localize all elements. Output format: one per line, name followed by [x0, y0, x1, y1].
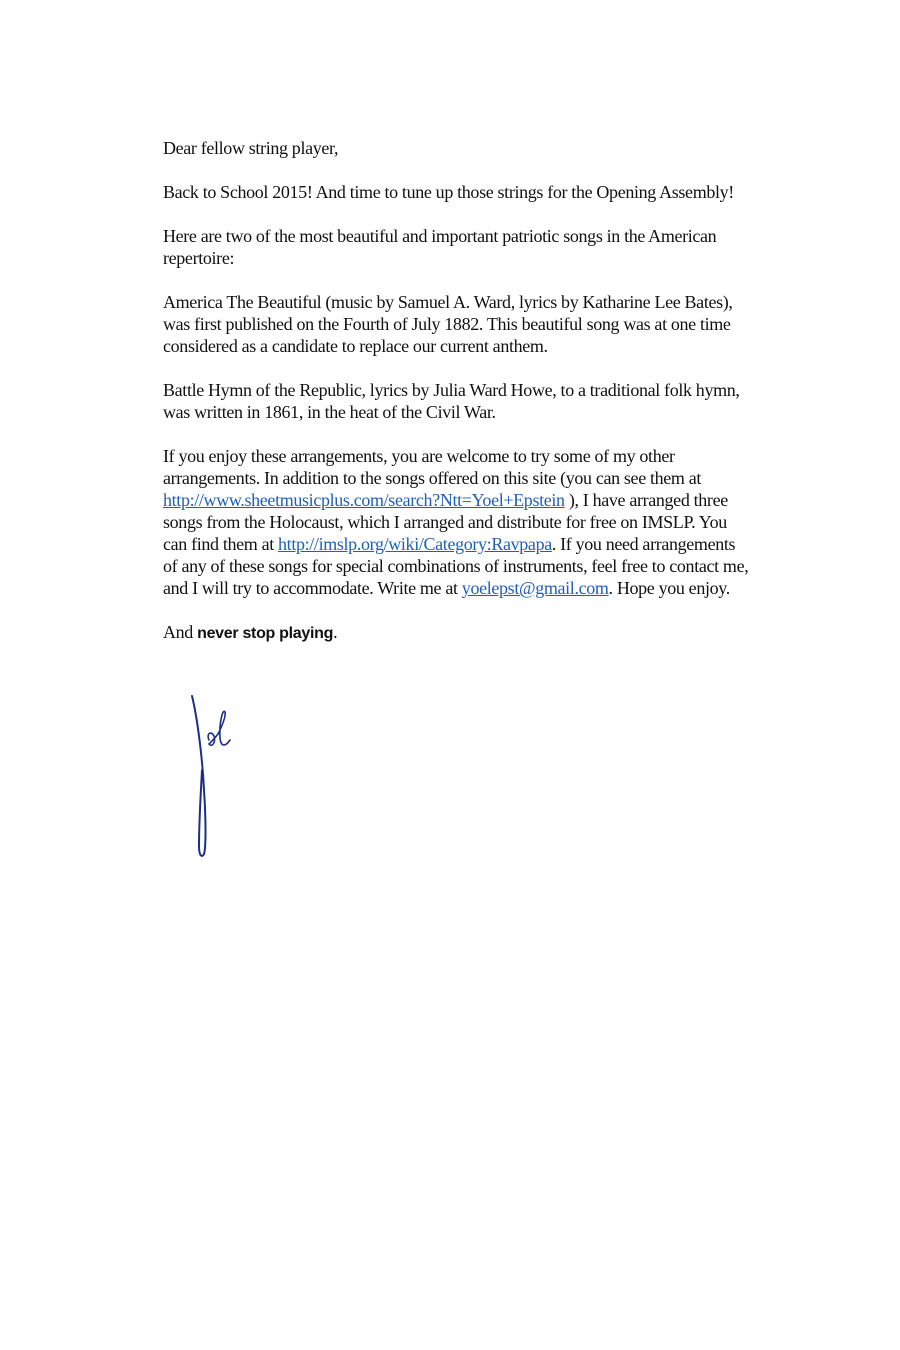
paragraph-back-to-school: Back to School 2015! And time to tune up those strings for the Opening Assembly!	[163, 182, 734, 202]
imslp-link[interactable]: http://imslp.org/wiki/Category:Ravpapa	[278, 534, 552, 554]
paragraph-america-the-beautiful: America The Beautiful (music by Samuel A. Ward, lyrics by Katharine Lee Bates), was first published on the Fourth of July 1882. This beautiful song was at one time considered as a candidate to replace our current anthem.	[163, 292, 733, 356]
closing-bold-phrase: never stop playing	[197, 625, 334, 642]
handwritten-signature	[180, 690, 250, 860]
paragraph-text-part3: . If you need arrangements of any of these songs for special combinations of instruments, feel free to contact me, and I will try to accommodate. Write me at	[163, 534, 749, 598]
sheetmusicplus-link[interactable]: http://www.sheetmusicplus.com/search?Ntt=Yoel+Epstein	[163, 490, 565, 510]
paragraph-text-part4: . Hope you enjoy.	[608, 578, 730, 598]
paragraph-text-part1: If you enjoy these arrangements, you are welcome to try some of my other arrangements. In addition to the songs offered on this site (you can see them at	[163, 446, 702, 488]
closing-suffix: .	[333, 622, 338, 642]
signature-stroke-l	[218, 711, 230, 745]
letter-body	[163, 137, 753, 645]
paragraph-text-part2: ), I have arranged three songs from the Holocaust, which I arranged and distribute for free on IMSLP. You can find them at	[163, 490, 728, 554]
signature-stroke-j	[192, 696, 206, 856]
paragraph-intro-songs: Here are two of the most beautiful and important patriotic songs in the American repertoire:	[163, 226, 717, 268]
signature-stroke-oe	[208, 733, 218, 745]
paragraph-battle-hymn: Battle Hymn of the Republic, lyrics by Julia Ward Howe, to a traditional folk hymn, was written in 1861, in the heat of the Civil War.	[163, 380, 740, 422]
paragraph-other-arrangements	[163, 445, 753, 599]
closing-prefix: And	[163, 622, 198, 642]
email-link[interactable]: yoelepst@gmail.com	[461, 578, 609, 598]
greeting: Dear fellow string player,	[163, 138, 339, 158]
closing-line	[163, 621, 753, 645]
